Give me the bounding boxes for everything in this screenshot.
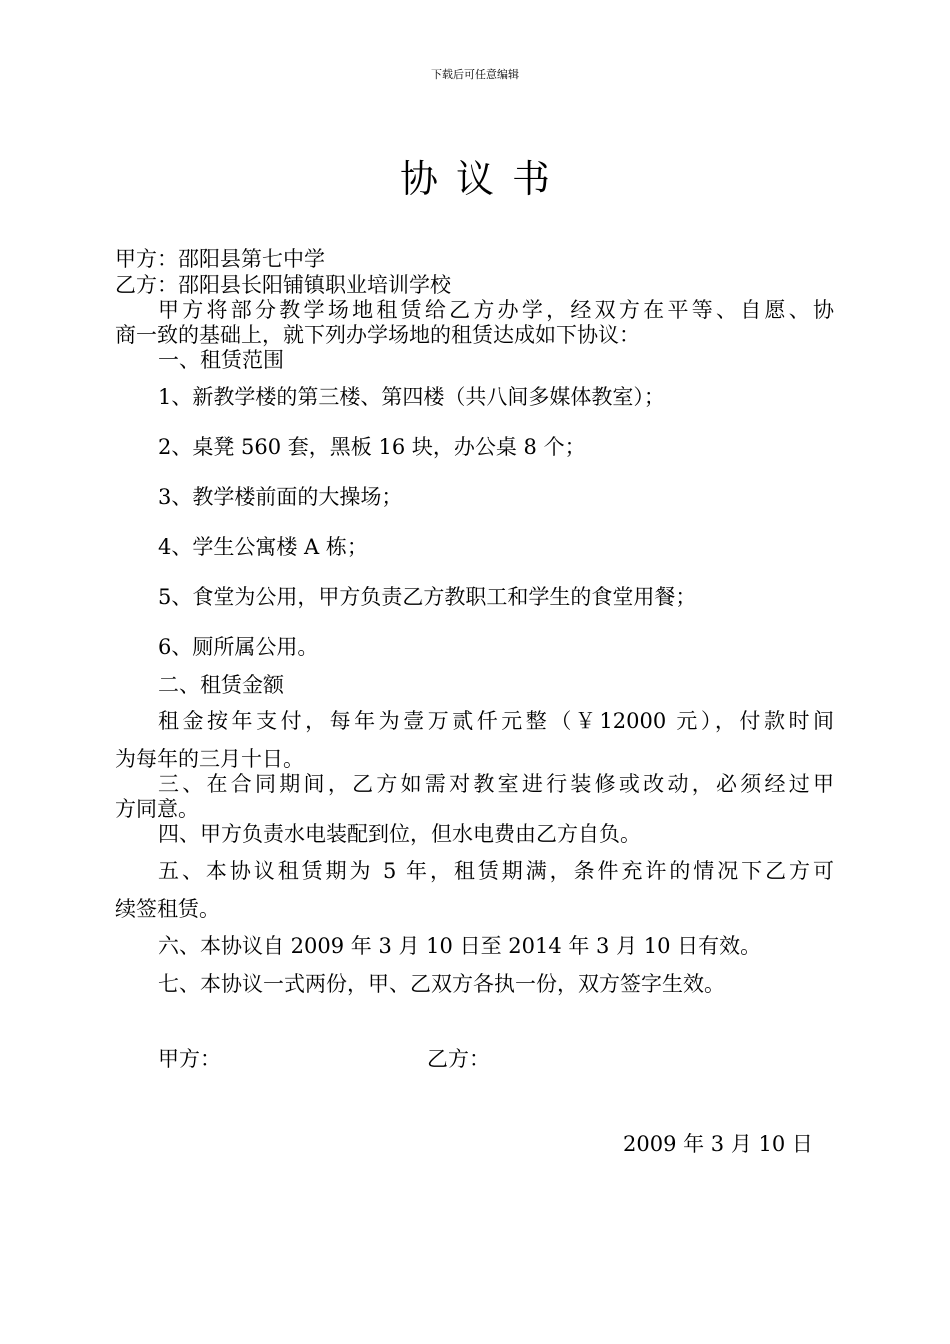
rent-line-1: 租金按年支付，每年为壹万贰仟元整（￥12000 元），付款时间 — [158, 709, 834, 733]
section-heading-rent: 二、租赁金额 — [158, 673, 284, 697]
intro-line-1: 甲方将部分教学场地租赁给乙方办学，经双方在平等、自愿、协 — [158, 298, 834, 322]
clause-4: 四、甲方负责水电装配到位，但水电费由乙方自负。 — [158, 822, 641, 846]
clause-6: 六、本协议自 2009 年 3 月 10 日至 2014 年 3 月 10 日有效。 — [158, 934, 762, 958]
document-title: 协议书 — [399, 157, 568, 201]
signature-party-b: 乙方： — [427, 1047, 490, 1071]
signing-date: 2009 年 3 月 10 日 — [623, 1132, 813, 1156]
section-heading-scope: 一、租赁范围 — [158, 348, 284, 372]
scope-item: 6、厕所属公用。 — [158, 635, 319, 659]
intro-line-2: 商一致的基础上，就下列办学场地的租赁达成如下协议： — [115, 323, 640, 347]
clause-7: 七、本协议一式两份，甲、乙双方各执一份，双方签字生效。 — [158, 972, 725, 996]
clause-5-line-1: 五、本协议租赁期为 5 年，租赁期满，条件充许的情况下乙方可 — [158, 859, 834, 883]
clause-3-line-1: 三、在合同期间，乙方如需对教室进行装修或改动，必须经过甲 — [158, 772, 834, 796]
party-a-line: 甲方：邵阳县第七中学 — [115, 247, 325, 271]
scope-item: 1、新教学楼的第三楼、第四楼（共八间多媒体教室）； — [158, 385, 665, 409]
party-b-line: 乙方：邵阳县长阳铺镇职业培训学校 — [115, 273, 451, 297]
page-header-note: 下载后可任意编辑 — [431, 68, 519, 81]
rent-line-2: 为每年的三月十日。 — [115, 747, 304, 771]
clause-5-line-2: 续签租赁。 — [115, 897, 220, 921]
scope-item: 2、桌凳 560 套，黑板 16 块，办公桌 8 个； — [158, 435, 586, 459]
signature-party-a: 甲方： — [158, 1047, 221, 1071]
scope-item: 5、食堂为公用，甲方负责乙方教职工和学生的食堂用餐； — [158, 585, 697, 609]
scope-item: 3、教学楼前面的大操场； — [158, 485, 403, 509]
clause-3-line-2: 方同意。 — [115, 797, 199, 821]
scope-item: 4、学生公寓楼 A 栋； — [158, 535, 368, 559]
